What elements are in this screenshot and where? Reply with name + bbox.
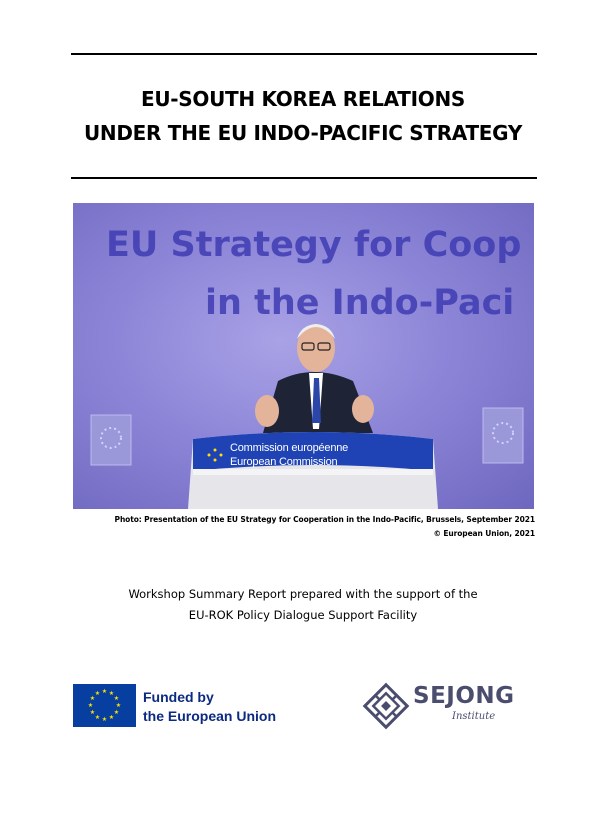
svg-text:★: ★ (108, 690, 115, 697)
sejong-wordmark: SEJONG (413, 683, 515, 709)
eu-funding-line-1: Funded by (143, 689, 214, 705)
podium-label (230, 441, 348, 469)
svg-text:★: ★ (108, 714, 115, 721)
svg-text:★: ★ (94, 690, 101, 697)
eu-flag-icon (73, 684, 136, 727)
page-title-line-1: EU-SOUTH KOREA RELATIONS (140, 87, 466, 111)
screen-title-line-2: in the Indo-Paci (205, 283, 515, 323)
svg-text:★: ★ (101, 716, 108, 723)
eu-funding-line-2: the European Union (143, 708, 276, 724)
svg-text:★: ★ (113, 709, 120, 716)
report-description-line-1: Workshop Summary Report prepared with the support of the (128, 587, 478, 601)
screen-title-line-1: EU Strategy for Coop (106, 225, 522, 265)
svg-text:★: ★ (94, 714, 101, 721)
top-rule (71, 53, 537, 55)
report-description-line-2: EU-ROK Policy Dialogue Support Facility (188, 608, 418, 622)
cover-photo (73, 203, 534, 509)
bottom-rule (71, 177, 537, 179)
eu-funding-label (143, 688, 276, 726)
svg-text:★: ★ (89, 709, 96, 716)
svg-text:★: ★ (101, 688, 108, 695)
svg-text:★: ★ (89, 695, 96, 702)
photo-credit: © European Union, 2021 (433, 529, 535, 538)
podium-label-french: Commission européenne (230, 442, 349, 454)
page-title-line-2: UNDER THE EU INDO-PACIFIC STRATEGY (83, 121, 523, 145)
photo-caption: Photo: Presentation of the EU Strategy for Cooperation in the Indo-Pacific, Brussels, September 2021 (114, 515, 535, 524)
svg-text:★: ★ (113, 695, 120, 702)
svg-text:★: ★ (115, 702, 122, 709)
sejong-emblem-icon (362, 682, 410, 730)
svg-text:★: ★ (87, 702, 94, 709)
sejong-subtitle: Institute (452, 711, 496, 722)
podium-label-english: European Commission (230, 456, 338, 468)
